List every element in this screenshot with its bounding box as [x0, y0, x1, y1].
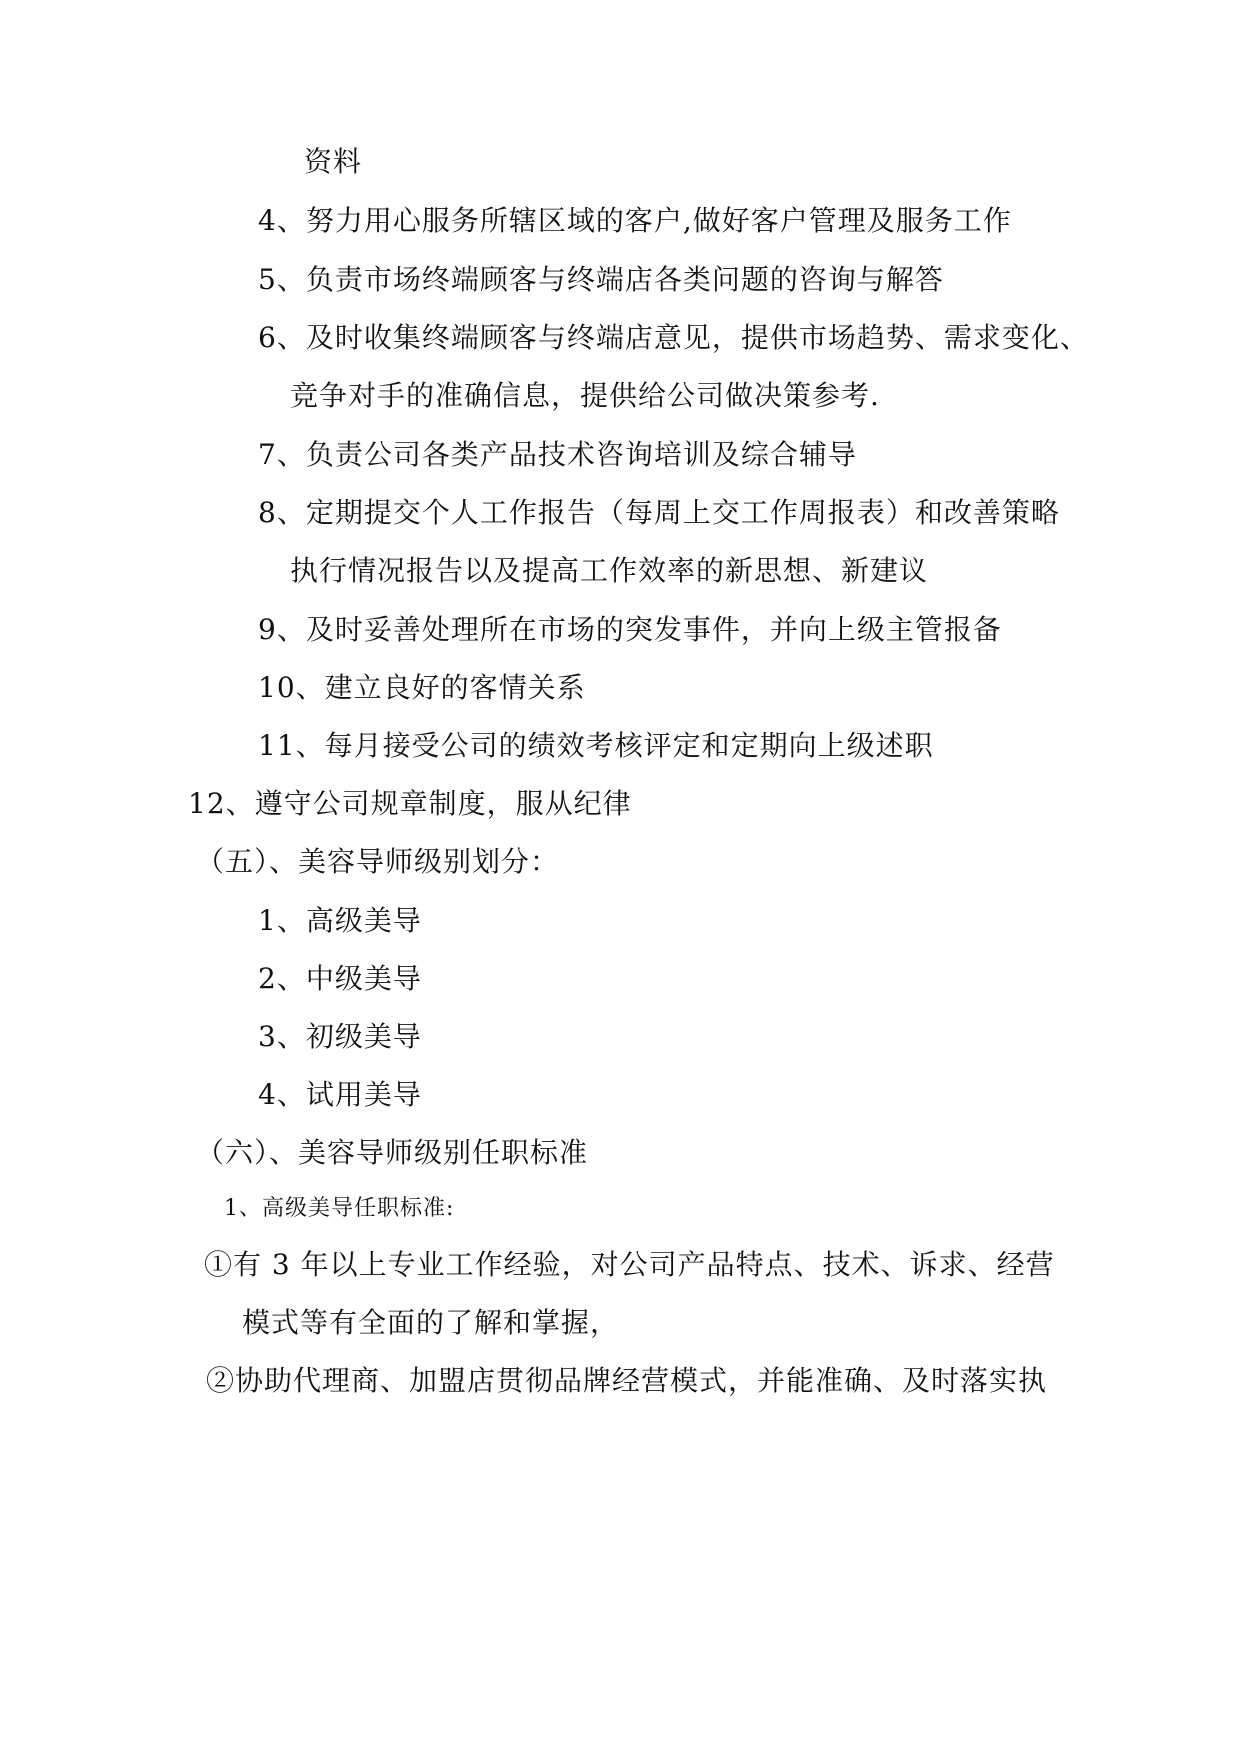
- level-item-2: 2、中级美导: [258, 962, 422, 995]
- list-item-10: 10、建立良好的客情关系: [258, 671, 586, 704]
- list-item-11: 11、每月接受公司的绩效考核评定和定期向上级述职: [258, 729, 934, 762]
- criterion-1-continuation: 模式等有全面的了解和掌握，: [242, 1306, 620, 1339]
- list-item-8-continuation: 执行情况报告以及提高工作效率的新思想、新建议: [290, 554, 929, 587]
- list-item-9: 9、及时妥善处理所在市场的突发事件，并向上级主管报备: [258, 613, 1002, 646]
- level-item-1: 1、高级美导: [258, 904, 422, 937]
- criterion-1: ①有 3 年以上专业工作经验，对公司产品特点、技术、诉求、经营: [204, 1248, 1055, 1281]
- section-heading-6: （六）、美容导师级别任职标准: [196, 1136, 589, 1169]
- criterion-2: ②协助代理商、加盟店贯彻品牌经营模式，并能准确、及时落实执: [206, 1364, 1048, 1397]
- subsection-heading-1: 1、高级美导任职标准:: [224, 1196, 455, 1221]
- list-item-4: 4、努力用心服务所辖区域的客户,做好客户管理及服务工作: [258, 204, 1012, 237]
- list-item-6-continuation: 竞争对手的准确信息，提供给公司做决策参考.: [290, 379, 880, 412]
- section-heading-5: （五）、美容导师级别划分：: [196, 845, 560, 878]
- level-item-4: 4、试用美导: [258, 1078, 422, 1111]
- level-item-3: 3、初级美导: [258, 1020, 422, 1053]
- list-item-8: 8、定期提交个人工作报告（每周上交工作周报表）和改善策略: [258, 496, 1060, 529]
- list-item-12: 12、遵守公司规章制度，服从纪律: [188, 787, 632, 820]
- text-line-continuation-1: 资料: [304, 145, 363, 178]
- list-item-7: 7、负责公司各类产品技术咨询培训及综合辅导: [258, 438, 857, 471]
- list-item-6: 6、及时收集终端顾客与终端店意见，提供市场趋势、需求变化、: [258, 321, 1089, 354]
- list-item-5: 5、负责市场终端顾客与终端店各类问题的咨询与解答: [258, 263, 944, 296]
